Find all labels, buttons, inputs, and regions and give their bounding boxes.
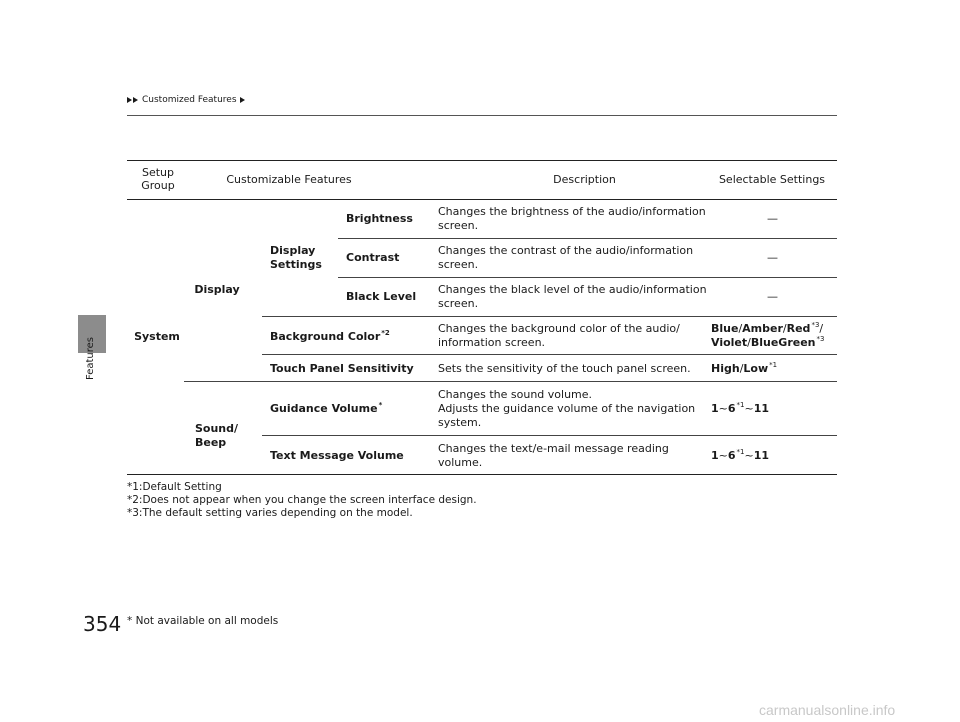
header-rule [127, 115, 837, 116]
page-number: 354 [83, 612, 122, 636]
feature-black-level: Black Level [346, 290, 417, 303]
header-selectable-settings: Selectable Settings [718, 173, 826, 186]
breadcrumb [127, 95, 246, 105]
header-description: Description [553, 173, 616, 186]
option-low: Low [743, 362, 769, 375]
section-tab-label: Features [85, 337, 96, 380]
breadcrumb-arrow-icon [240, 97, 245, 103]
table-top-rule [127, 160, 837, 161]
feature-background-color: Background Color$^{*2}$ [270, 329, 390, 343]
option-amber: Amber [742, 322, 783, 335]
setting-background-color: Blue/Amber/Red$^{*3}$/ Violet/BlueGreen$^{*3}$ [711, 321, 825, 349]
feature-brightness: Brightness [346, 212, 413, 225]
footnote-ref: *3 [811, 321, 820, 330]
footnote-ref: *2 [381, 329, 390, 338]
footnote-3: *3:The default setting varies depending on the model. [127, 507, 413, 519]
table-header-rule [127, 199, 837, 200]
option-blue: Blue [711, 322, 739, 335]
watermark: carmanualsonline.info [759, 702, 896, 718]
header-customizable-features: Customizable Features [226, 173, 352, 186]
description-background-color: Changes the background color of the audio/ information screen. [438, 322, 680, 349]
description-black-level: Changes the black level of the audio/information screen. [438, 283, 707, 310]
setting-touch-panel-sensitivity: High/Low$^{*1}$ [711, 361, 778, 375]
row-divider [184, 381, 837, 382]
availability-note: * Not available on all models [127, 615, 279, 627]
footnote-ref: *3 [816, 335, 825, 344]
table-bottom-rule [127, 474, 837, 475]
setting-text-message-volume: 1~6$^{*1}$~11 [711, 448, 770, 462]
row-divider [338, 277, 837, 278]
footnote-2: *2:Does not appear when you change the screen interface design. [127, 494, 477, 506]
option-bluegreen: BlueGreen [750, 336, 816, 349]
description-text-message-volume: Changes the text/e-mail message reading volume. [438, 442, 669, 469]
feature-touch-panel-sensitivity: Touch Panel Sensitivity [270, 362, 414, 375]
feature-contrast: Contrast [346, 251, 400, 264]
description-touch-panel-sensitivity: Sets the sensitivity of the touch panel screen. [438, 362, 691, 375]
footnote-1: *1:Default Setting [127, 481, 222, 493]
subgroup-sound-beep: Sound/ Beep [195, 422, 239, 449]
setting-brightness: — [767, 212, 778, 225]
option-high: High [711, 362, 740, 375]
option-red: Red [786, 322, 811, 335]
row-divider [262, 354, 837, 355]
footnote-ref: *1 [736, 448, 745, 457]
setting-contrast: — [767, 251, 778, 264]
description-contrast: Changes the contrast of the audio/information screen. [438, 244, 694, 271]
breadcrumb-label[interactable]: Customized Features [142, 95, 237, 105]
option-violet: Violet [711, 336, 748, 349]
feature-guidance-volume: Guidance Volume* [270, 401, 383, 415]
customization-table [127, 160, 837, 475]
header-setup-group: Setup Group [141, 166, 175, 192]
group-system: System [134, 330, 180, 343]
feature-text-message-volume: Text Message Volume [270, 449, 404, 462]
row-divider [338, 238, 837, 239]
row-divider [262, 435, 837, 436]
setting-black-level: — [767, 290, 778, 303]
setting-guidance-volume: 1~6$^{*1}$~11 [711, 401, 770, 415]
footnotes [127, 481, 477, 520]
subgroup-display: Display [194, 283, 240, 296]
footnote-ref: *1 [769, 361, 778, 370]
footnote-ref: * [378, 401, 383, 410]
row-divider [262, 316, 837, 317]
description-brightness: Changes the brightness of the audio/information screen. [438, 205, 706, 232]
description-guidance-volume: Changes the sound volume. Adjusts the guidance volume of the navigation system. [438, 388, 696, 429]
breadcrumb-arrow-icon [127, 97, 132, 103]
breadcrumb-arrow-icon [133, 97, 138, 103]
footnote-ref: *1 [736, 401, 745, 410]
subgroup-display-settings: Display Settings [270, 244, 322, 271]
